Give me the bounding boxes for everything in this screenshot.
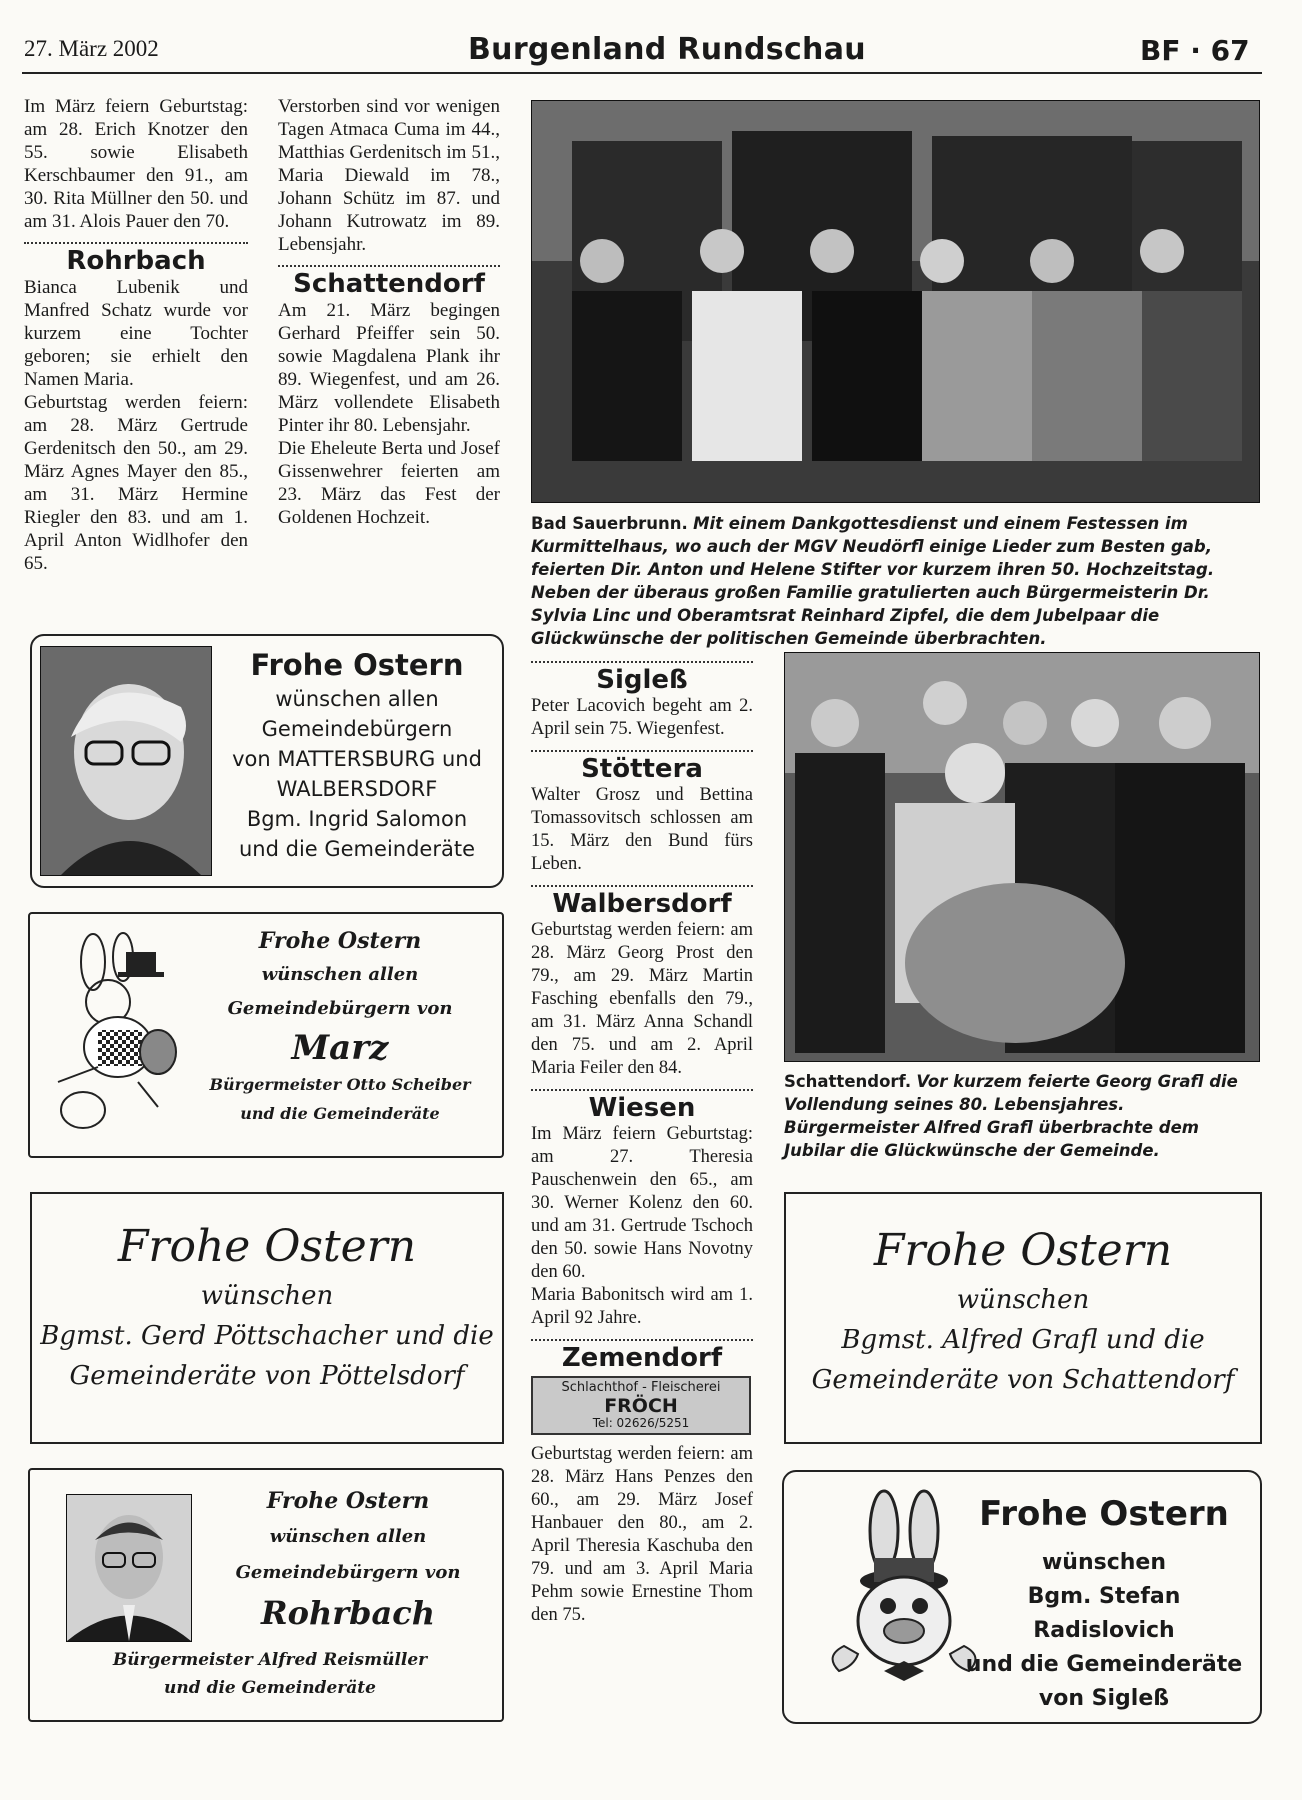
article-text: Maria Babonitsch wird am 1. April 92 Jahre. <box>531 1285 753 1328</box>
ad-line: wünschen <box>200 1281 334 1311</box>
ad-line: Gemeinderäte von Pöttelsdorf <box>69 1361 465 1391</box>
ad-title: Frohe Ostern <box>250 648 464 682</box>
ad-line: Bürgermeister Alfred Reismüller <box>112 1650 428 1670</box>
newspaper-name: Burgenland Rundschau <box>468 32 866 67</box>
article-text: Peter Lacovich begeht am 2. April sein 75. Wiegenfest. <box>531 696 753 739</box>
ad-line: WALBERSDORF <box>276 777 438 801</box>
ad-line: wünschen allen <box>261 964 419 985</box>
ad-line: und die Gemeinderäte <box>238 837 475 861</box>
ad-line: Frohe Ostern <box>258 928 422 954</box>
section-title-zemendorf: Zemendorf <box>561 1343 723 1373</box>
photo-caption-schattendorf <box>784 1070 1264 1162</box>
caption-text: Mit einem Dankgottesdienst und einem Festessen im Kurmittelhaus, wo auch der MGV Neudörfl einige Lieder zum Besten gab, feierten Dir. Anton und Helene Stifter vor kurzem ihren 50. Hochzeitstag. Neben der überaus großen Familie gratulierten auch Bürgermeisterin Dr. Sylvia Linc und Oberamtsrat Reinhard Zipfel, die dem Jubelpaar die Glückwünsche der politischen Gemeinde überbrachten. <box>531 514 1215 648</box>
ad-line: Bürgermeister Otto Scheiber <box>209 1075 471 1094</box>
divider <box>278 265 500 267</box>
ad-title: Frohe Ostern <box>979 1494 1229 1534</box>
issue-date: 27. März 2002 <box>24 36 159 61</box>
page-number: BF · 67 <box>1140 34 1250 67</box>
ad-town: Rohrbach <box>261 1594 435 1632</box>
caption-text: Vor kurzem feierte Georg Grafl die Vollendung seines 80. Lebensjahres. Bürgermeister Alfred Grafl überbrachte dem Jubilar die Glückwünsche der Gemeinde. <box>784 1072 1238 1160</box>
ad-text-block <box>200 1482 496 1634</box>
photo-placeholder <box>785 653 1259 1061</box>
section-title-sigless: Sigleß <box>596 665 688 695</box>
photo-schattendorf-jubilar <box>784 652 1260 1062</box>
ad-rohrbach <box>28 1468 504 1722</box>
ad-signature-block <box>60 1646 480 1702</box>
ad-line: wünschen <box>1041 1550 1167 1575</box>
ad-poettelsdorf <box>30 1192 504 1444</box>
ad-town: Marz <box>291 1028 389 1068</box>
ad-text-block <box>32 1218 502 1396</box>
column-3 <box>531 661 753 1627</box>
photo-placeholder <box>532 101 1259 502</box>
ad-sigless <box>782 1470 1262 1724</box>
column-1 <box>24 95 248 575</box>
photo-caption-bad-sauerbrunn <box>531 512 1261 650</box>
header-rule <box>22 72 1262 74</box>
article-text: Im März feiern Geburtstag: am 27. Theresia Pauschenwein den 65., am 30. Werner Kolenz den 60. und am 31. Gertrude Tschoch den 50. sowie Hans Novotny den 60. <box>531 1124 753 1282</box>
ad-line: Bgm. Ingrid Salomon <box>246 807 468 831</box>
portrait-photo <box>40 646 212 876</box>
ad-line: von Sigleß <box>1038 1686 1170 1711</box>
article-text: Geburtstag werden feiern: am 28. März Gertrude Gerdenitsch den 50., am 29. März Agnes Mayer den 85., am 31. März Hermine Riegler den 83. und am 1. April Anton Widlhofer den 65. <box>24 392 248 574</box>
ad-text-block <box>786 1222 1260 1400</box>
ad-line: von MATTERSBURG und <box>232 747 482 771</box>
section-title-stoettera: Stöttera <box>581 754 703 784</box>
logo-phone: Tel: 02626/5251 <box>592 1416 690 1430</box>
logo-line: Schlachthof - Fleischerei <box>561 1380 721 1395</box>
ad-schattendorf <box>784 1192 1262 1444</box>
portrait-placeholder <box>41 647 211 875</box>
divider <box>531 885 753 887</box>
ad-text-block <box>954 1490 1254 1716</box>
article-text: Die Eheleute Berta und Josef Gissenwehrer feierten am 23. März das Fest der Goldenen Hochzeit. <box>278 438 500 528</box>
divider <box>531 1089 753 1091</box>
caption-place: Schattendorf. <box>784 1072 912 1091</box>
ad-line: Bgmst. Gerd Pöttschacher und die <box>40 1321 494 1351</box>
ad-line: wünschen allen <box>269 1526 427 1547</box>
article-text: Im März feiern Geburtstag: am 28. Erich Knotzer den 55. sowie Elisabeth Kerschbaumer den 91., am 30. Rita Müllner den 50. und am 31. Alois Pauer den 70. <box>24 96 248 232</box>
section-title-wiesen: Wiesen <box>588 1093 696 1123</box>
section-title-rohrbach: Rohrbach <box>66 246 206 276</box>
ad-line: Gemeindebürgern von <box>227 998 453 1019</box>
ad-line: Frohe Ostern <box>266 1488 430 1514</box>
article-text: Bianca Lubenik und Manfred Schatz wurde vor kurzem eine Tochter geboren; sie erhielt den Namen Maria. <box>24 277 248 390</box>
ad-line: Bgmst. Alfred Grafl und die <box>841 1325 1205 1355</box>
portrait-placeholder <box>67 1495 191 1641</box>
ad-mattersburg <box>30 634 504 888</box>
ad-marz <box>28 912 504 1158</box>
ad-title: Frohe Ostern <box>873 1225 1173 1276</box>
ad-line: wünschen <box>956 1285 1090 1315</box>
butcher-logo <box>531 1376 751 1435</box>
caption-place: Bad Sauerbrunn. <box>531 514 688 533</box>
divider <box>531 1339 753 1341</box>
ad-line: wünschen allen <box>275 687 439 711</box>
section-title-schattendorf: Schattendorf <box>293 269 485 299</box>
ad-line: und die Gemeinderäte <box>965 1652 1243 1677</box>
portrait-photo <box>66 1494 192 1642</box>
article-text: Verstorben sind vor wenigen Tagen Atmaca Cuma im 44., Matthias Gerdenitsch im 51., Maria Diewald im 78., Johann Schütz im 87. und Johann Kutrowatz im 89. Lebensjahr. <box>278 96 500 255</box>
column-2 <box>278 95 500 529</box>
ad-line: Bgm. Stefan Radislovich <box>1027 1584 1181 1643</box>
divider <box>531 661 753 663</box>
ad-line: Gemeindebürgern <box>261 717 453 741</box>
logo-name: FRÖCH <box>604 1395 678 1417</box>
article-text: Geburtstag werden feiern: am 28. März Hans Penzes den 60., am 29. März Josef Hanbauer den 80., am 2. April Theresia Kaschuba den 79. und am 3. April Maria Pehm sowie Ernestine Thom den 75. <box>531 1444 753 1625</box>
article-text: Geburtstag werden feiern: am 28. März Georg Prost den 79., am 29. März Martin Fasching ebenfalls den 79., am 31. März Anna Schandl den 75. und am 2. April Maria Feiler den 84. <box>531 920 753 1078</box>
divider <box>24 242 248 244</box>
divider <box>531 750 753 752</box>
ad-line: Gemeindebürgern von <box>235 1562 461 1583</box>
article-text: Am 21. März begingen Gerhard Pfeiffer sein 50. sowie Magdalena Plank ihr 89. Wiegenfest, und am 26. März vollendete Elisabeth Pinter ihr 80. Lebensjahr. <box>278 300 500 436</box>
easter-bunny-icon <box>38 932 188 1132</box>
group-photo-bad-sauerbrunn <box>531 100 1260 503</box>
article-text: Walter Grosz und Bettina Tomassovitsch schlossen am 15. März den Bund fürs Leben. <box>531 785 753 874</box>
ad-line: und die Gemeinderäte <box>240 1104 440 1123</box>
ad-text-block <box>190 924 490 1128</box>
ad-line: und die Gemeinderäte <box>164 1678 376 1698</box>
ad-line: Gemeinderäte von Schattendorf <box>811 1365 1235 1395</box>
section-title-walbersdorf: Walbersdorf <box>552 889 732 919</box>
ad-text-block <box>222 646 492 864</box>
ad-title: Frohe Ostern <box>117 1221 417 1272</box>
